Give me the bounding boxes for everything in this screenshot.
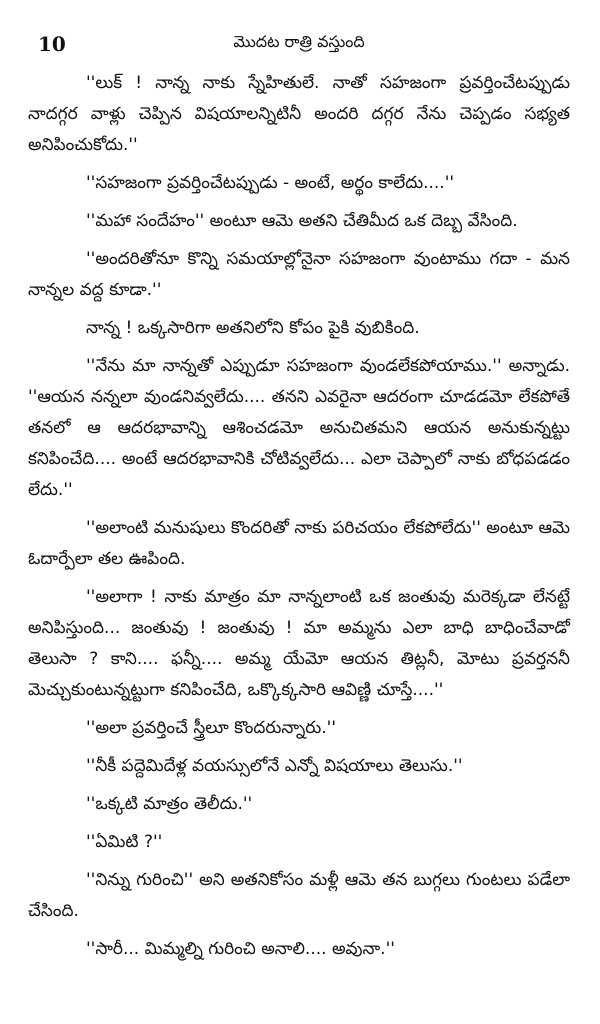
- page-number: 10: [38, 32, 66, 56]
- paragraph: నాన్న ! ఒక్కసారిగా అతనిలోని కోపం పైకి వుబికింది.: [86, 318, 420, 338]
- paragraph: ''అలా ప్రవర్తించే స్త్రీలూ కొందరున్నారు.'': [86, 718, 336, 738]
- body-text: [28, 68, 570, 965]
- paragraph: ''సహజంగా ప్రవర్తించేటప్పుడు - అంటే, అర్థం కాలేదు....'': [86, 173, 455, 193]
- paragraph: ''ఏమిటి ?'': [86, 832, 163, 852]
- running-title: మొదట రాత్రి వస్తుంది: [233, 32, 365, 51]
- page-header: [28, 28, 570, 68]
- paragraph: ''నీకీ పద్దెమిదేళ్ల వయస్సులోనే ఎన్నో విషయాలు తెలుసు.'': [86, 756, 463, 776]
- paragraph: ''అలాంటి మనుషులు కొందరితో నాకు పరిచయం లేకపోలేదు'' అంటూ ఆమె ఓదార్పేలా తల ఊపింది.: [28, 518, 570, 569]
- paragraph: ''ఒక్కటి మాత్రం తెలీదు.'': [86, 794, 253, 814]
- paragraph: ''నిన్ను గురించి'' అని అతనికోసం మళ్లీ ఆమె తన బుగ్గలు గుంటలు పడేలా చేసింది.: [28, 870, 570, 921]
- paragraph: ''మహా సందేహం'' అంటూ ఆమె అతని చేతిమీద ఒక దెబ్బ వేసింది.: [86, 211, 518, 231]
- paragraph: ''సారీ... మిమ్మల్ని గురించి అనాలి.... అవునా.'': [86, 939, 395, 959]
- paragraph: ''నేను మా నాన్నతో ఎప్పుడూ సహజంగా వుండలేకపోయాము.'' అన్నాడు. ''ఆయన నన్నలా వుండనివ్వలేదు.... తనని ఎవరైనా ఆదరంగా చూడడమో లేకపోతే తనలో ఆ ఆదరభావాన్ని ఆశించడమో అనుచితమని ఆయన అనుకున్నట్టు కనిపించేది.... అంటే ఆదరభావానికి చోటివ్వలేదు... ఎలా చెప్పాలో నాకు బోధపడడం లేదు.'': [28, 356, 570, 500]
- paragraph: ''అలాగా ! నాకు మాత్రం మా నాన్నలాంటి ఒక జంతువు మరెక్కడా లేనట్టే అనిపిస్తుంది... జంతువు ! జంతువు ! మా అమ్మను ఎలా బాధి బాధించేవాడో తెలుసా ? కాని.... ఫన్నీ.... అమ్మ యేమో ఆయన తిట్లనీ, మోటు ప్రవర్తననీ మెచ్చుకుంటున్నట్టుగా కనిపించేది, ఒక్కొక్కసారి ఆవిణ్ణి చూస్తే....'': [28, 587, 570, 700]
- paragraph: ''లుక్ ! నాన్న నాకు స్నేహితులే. నాతో సహజంగా ప్రవర్తించేటప్పుడు నాదగ్గర వాళ్లు చెప్పిన విషయాలన్నిటినీ అందరి దగ్గర నేను చెప్పడం సభ్యత అనిపించుకోదు.'': [28, 73, 570, 155]
- paragraph: ''అందరితోనూ కొన్ని సమయాల్లోనైనా సహజంగా వుంటాము గదా - మన నాన్నల వద్ద కూడా.'': [28, 249, 570, 300]
